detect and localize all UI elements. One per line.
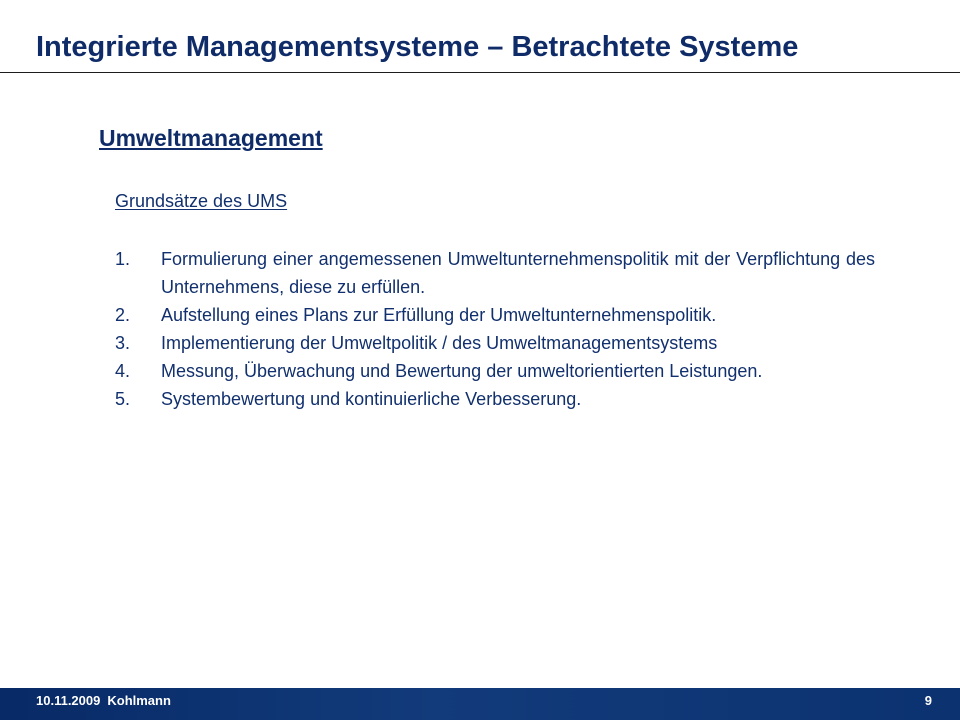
principle-text: Aufstellung eines Plans zur Erfüllung der Umweltunternehmenspolitik.	[161, 305, 717, 325]
principle-number: 3.	[115, 333, 131, 353]
principle-text: Messung, Überwachung und Bewertung der umweltorientierten Leistungen.	[161, 361, 763, 381]
footer-info	[36, 690, 171, 712]
slide-title: Integrierte Managementsysteme – Betrachtete Systeme	[36, 31, 799, 63]
principle-number: 5.	[115, 389, 131, 409]
principle-item	[115, 245, 875, 301]
principles-list	[115, 245, 875, 413]
principle-number: 4.	[115, 361, 131, 381]
principle-text: Implementierung der Umweltpolitik / des Umweltmanagementsystems	[161, 333, 718, 353]
principle-number: 1.	[115, 249, 131, 269]
footer-author: Kohlmann	[107, 693, 171, 708]
sub-heading: Grundsätze des UMS	[115, 191, 288, 211]
section-heading: Umweltmanagement	[99, 125, 323, 151]
principle-item	[115, 301, 875, 329]
footer-date: 10.11.2009	[36, 693, 101, 708]
page-number: 9	[924, 693, 932, 708]
principle-text: Systembewertung und kontinuierliche Verbesserung.	[161, 389, 582, 409]
principle-item	[115, 357, 875, 385]
principle-item	[115, 385, 875, 413]
title-divider	[0, 72, 960, 73]
principle-text: Formulierung einer angemessenen Umweltunternehmenspolitik mit der Verpflichtung des Unternehmens, diese zu erfüllen.	[161, 249, 875, 297]
principle-item	[115, 329, 875, 357]
principle-number: 2.	[115, 305, 131, 325]
